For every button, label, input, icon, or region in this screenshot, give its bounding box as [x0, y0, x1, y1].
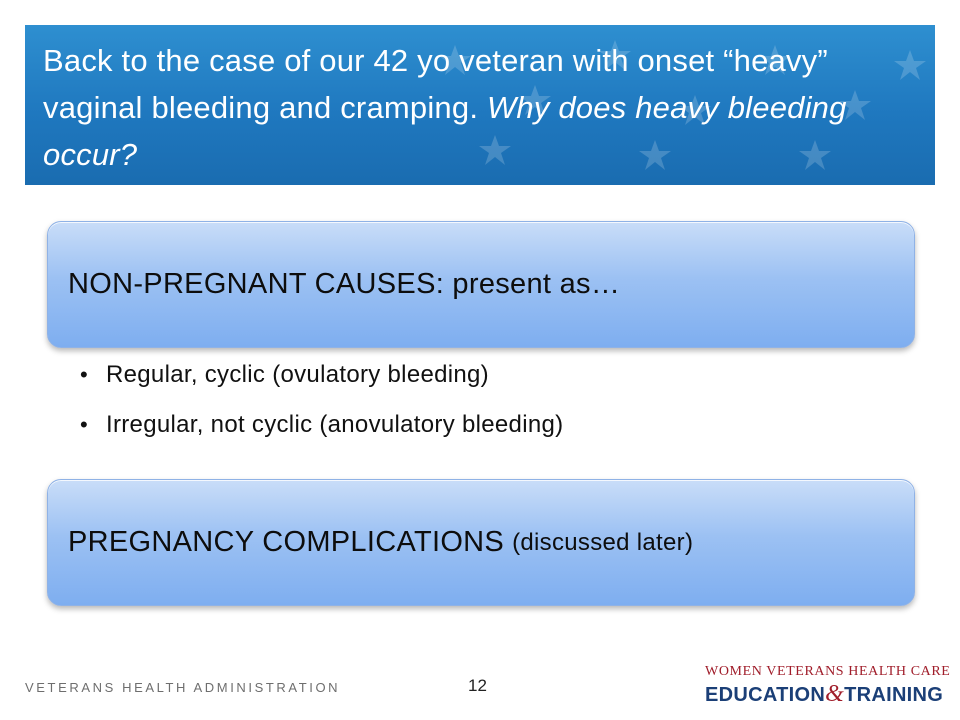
logo-ampersand: & [825, 681, 845, 707]
list-item [80, 350, 563, 400]
bullet-icon: • [80, 362, 89, 387]
logo-top-text: WOMEN VETERANS HEALTH CARE [705, 664, 951, 679]
title-banner [25, 25, 935, 185]
pregnancy-complications-box [47, 479, 915, 606]
page-number: 12 [468, 676, 487, 695]
logo-bottom-text [705, 681, 945, 708]
pregnancy-heading-text: PREGNANCY COMPLICATIONS [68, 526, 505, 558]
bullet-list [80, 350, 563, 450]
pregnancy-note: (discussed later) [512, 528, 694, 556]
title-text: Back to the case of our 42 yo veteran with onset “heavy” vaginal bleeding and cramping. [43, 43, 828, 125]
list-item-text: Regular, cyclic (ovulatory bleeding) [106, 361, 489, 388]
slide-title [43, 37, 923, 178]
women-veterans-logo [705, 664, 951, 708]
logo-education: EDUCATION [705, 684, 826, 706]
list-item [80, 400, 563, 450]
non-pregnant-causes-box [47, 221, 915, 348]
bullet-icon: • [80, 412, 89, 437]
logo-training: TRAINING [844, 684, 944, 706]
footer-agency: VETERANS HEALTH ADMINISTRATION [25, 680, 341, 695]
pregnancy-complications-heading [68, 480, 693, 605]
non-pregnant-heading-text: NON-PREGNANT CAUSES: present as… [68, 268, 621, 300]
non-pregnant-causes-heading [68, 222, 620, 347]
list-item-text: Irregular, not cyclic (anovulatory bleeding) [106, 411, 564, 438]
title-question: Why does heavy bleeding occur? [43, 90, 847, 172]
